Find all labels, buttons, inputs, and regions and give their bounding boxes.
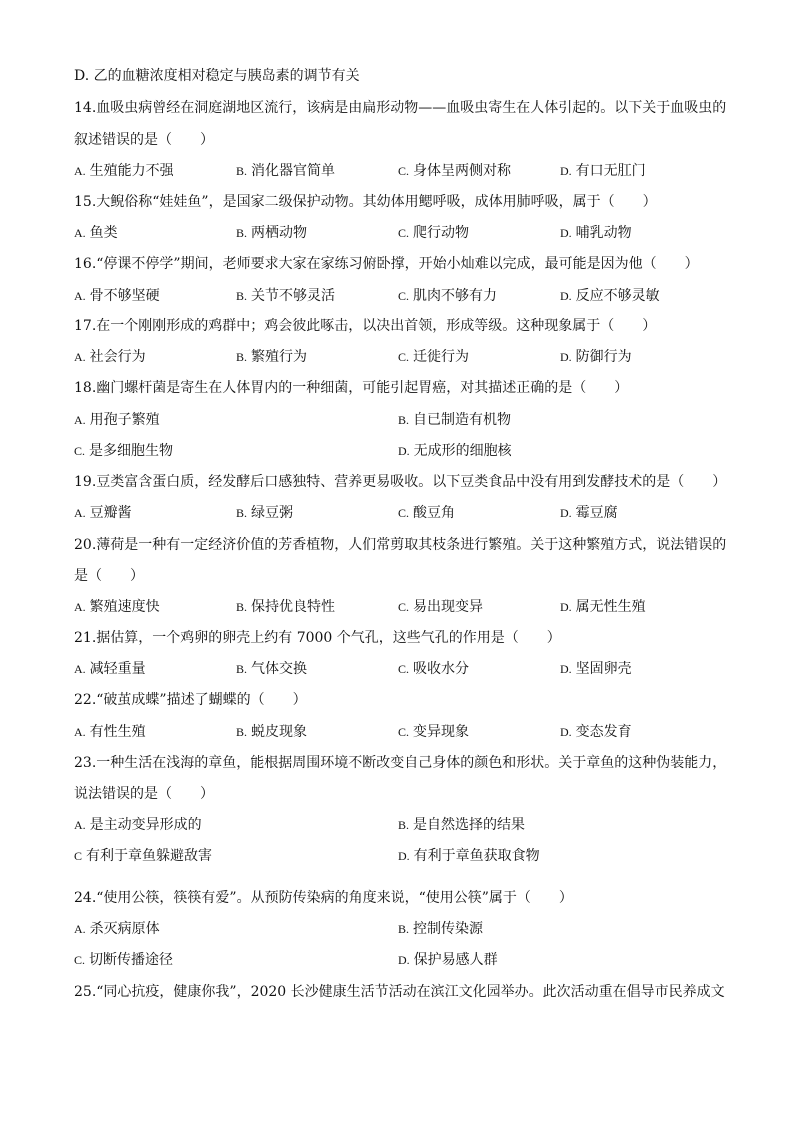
q22-stem: 22.“破茧成蝶”描述了蝴蝶的（ ） — [74, 692, 307, 708]
q18-option-b[interactable]: B. 自已制造有机物 — [398, 412, 512, 428]
q22-option-c[interactable]: C. 变异现象 — [398, 724, 470, 740]
q20-option-d[interactable]: D. 属无性生殖 — [560, 599, 646, 615]
q21-option-d[interactable]: D. 坚固卵壳 — [560, 661, 632, 677]
q16-option-c[interactable]: C. 肌肉不够有力 — [398, 288, 498, 304]
q20-stem-line1: 20.薄荷是一种有一定经济价值的芳香植物，人们常剪取其枝条进行繁殖。关于这种繁殖方式，说法错误的 — [74, 537, 727, 553]
q22-option-a[interactable]: A. 有性生殖 — [74, 724, 146, 740]
q24-option-c[interactable]: C. 切断传播途径 — [74, 952, 174, 968]
q22-options — [74, 722, 724, 742]
q23-stem-line1: 23.一种生活在浅海的章鱼，能根据周围环境不断改变自己身体的颜色和形状。关于章鱼的这种伪装能力， — [74, 755, 727, 771]
q17-stem: 17.在一个刚刚形成的鸡群中；鸡会彼此啄击，以决出首领，形成等级。这种现象属于（ ） — [74, 318, 657, 334]
q20-option-b[interactable]: B. 保持优良特性 — [236, 599, 336, 615]
q14-stem-line1: 14.血吸虫病曾经在洞庭湖地区流行，该病是由扁形动物——血吸虫寄生在人体引起的。以下关于血吸虫的 — [74, 100, 727, 116]
q17-option-b[interactable]: B. 繁殖行为 — [236, 349, 308, 365]
q19-option-b[interactable]: B. 绿豆粥 — [236, 505, 294, 521]
q18-stem: 18.幽门螺杆菌是寄生在人体胃内的一种细菌，可能引起胃癌，对其描述正确的是（ ） — [74, 380, 629, 396]
q18-options-row2 — [74, 441, 724, 461]
q18-options-row1 — [74, 410, 724, 430]
q19-option-c[interactable]: C. 酸豆角 — [398, 505, 456, 521]
q15-option-c[interactable]: C. 爬行动物 — [398, 225, 470, 241]
q23-option-a[interactable]: A. 是主动变异形成的 — [74, 817, 202, 833]
q23-option-d[interactable]: D. 有利于章鱼获取食物 — [398, 848, 540, 864]
q21-options — [74, 659, 724, 679]
q14-option-b[interactable]: B. 消化器官简单 — [236, 163, 336, 179]
q16-stem: 16.“停课不停学”期间，老师要求大家在家练习俯卧撑，开始小灿难以完成，最可能是因为他（ ） — [74, 256, 699, 272]
q23-stem-line2: 说法错误的是（ ） — [74, 786, 214, 802]
q14-option-c[interactable]: C. 身体呈两侧对称 — [398, 163, 512, 179]
q23-option-c[interactable]: C 有利于章鱼躲避敌害 — [74, 848, 213, 864]
q21-option-c[interactable]: C. 吸收水分 — [398, 661, 470, 677]
q20-option-c[interactable]: C. 易出现变异 — [398, 599, 484, 615]
q17-option-a[interactable]: A. 社会行为 — [74, 349, 146, 365]
q16-options — [74, 286, 724, 306]
q14-option-a[interactable]: A. 生殖能力不强 — [74, 163, 174, 179]
q14-option-d[interactable]: D. 有口无肛门 — [560, 163, 646, 179]
q24-option-b[interactable]: B. 控制传染源 — [398, 921, 484, 937]
q14-stem-line2: 叙述错误的是（ ） — [74, 132, 214, 148]
q16-option-d[interactable]: D. 反应不够灵敏 — [560, 288, 660, 304]
q19-stem: 19.豆类富含蛋白质，经发酵后口感独特、营养更易吸收。以下豆类食品中没有用到发酵技术的是（ ） — [74, 474, 727, 490]
q15-options — [74, 223, 724, 243]
q17-option-d[interactable]: D. 防御行为 — [560, 349, 632, 365]
q18-option-c[interactable]: C. 是多细胞生物 — [74, 443, 174, 459]
q24-options-row2 — [74, 950, 724, 970]
q25-stem: 25.“同心抗疫，健康你我”，2020 长沙健康生活节活动在滨江文化园举办。此次活动重在倡导市民养成文 — [74, 984, 725, 1000]
q24-option-a[interactable]: A. 杀灭病原体 — [74, 921, 160, 937]
q18-option-d[interactable]: D. 无成形的细胞核 — [398, 443, 512, 459]
q22-option-d[interactable]: D. 变态发育 — [560, 724, 632, 740]
q16-option-b[interactable]: B. 关节不够灵活 — [236, 288, 336, 304]
q19-option-d[interactable]: D. 霉豆腐 — [560, 505, 618, 521]
q23-options-row2 — [74, 846, 724, 866]
q21-stem: 21.据估算，一个鸡卵的卵壳上约有 7000 个气孔，这些气孔的作用是（ ） — [74, 630, 561, 646]
q19-options — [74, 503, 724, 523]
q23-option-b[interactable]: B. 是自然选择的结果 — [398, 817, 526, 833]
q24-stem: 24.“使用公筷，筷筷有爱”。从预防传染病的角度来说，“使用公筷”属于（ ） — [74, 890, 573, 906]
q20-options — [74, 597, 724, 617]
q14-options — [74, 161, 724, 181]
q18-option-a[interactable]: A. 用孢子繁殖 — [74, 412, 160, 428]
q17-option-c[interactable]: C. 迁徙行为 — [398, 349, 470, 365]
q22-option-b[interactable]: B. 蜕皮现象 — [236, 724, 308, 740]
q24-option-d[interactable]: D. 保护易感人群 — [398, 952, 498, 968]
q21-option-b[interactable]: B. 气体交换 — [236, 661, 308, 677]
q20-option-a[interactable]: A. 繁殖速度快 — [74, 599, 160, 615]
q15-option-d[interactable]: D. 哺乳动物 — [560, 225, 632, 241]
q20-stem-line2: 是（ ） — [74, 568, 144, 584]
q15-option-b[interactable]: B. 两栖动物 — [236, 225, 308, 241]
q23-options-row1 — [74, 815, 724, 835]
q15-option-a[interactable]: A. 鱼类 — [74, 225, 118, 241]
q16-option-a[interactable]: A. 骨不够坚硬 — [74, 288, 160, 304]
q19-option-a[interactable]: A. 豆瓣酱 — [74, 505, 132, 521]
q13-option-d: D. 乙的血糖浓度相对稳定与胰岛素的调节有关 — [74, 68, 360, 84]
q15-stem: 15.大鲵俗称“娃娃鱼”，是国家二级保护动物。其幼体用鳃呼吸，成体用肺呼吸，属于（ ） — [74, 194, 657, 210]
q21-option-a[interactable]: A. 减轻重量 — [74, 661, 146, 677]
q17-options — [74, 347, 724, 367]
q24-options-row1 — [74, 919, 724, 939]
